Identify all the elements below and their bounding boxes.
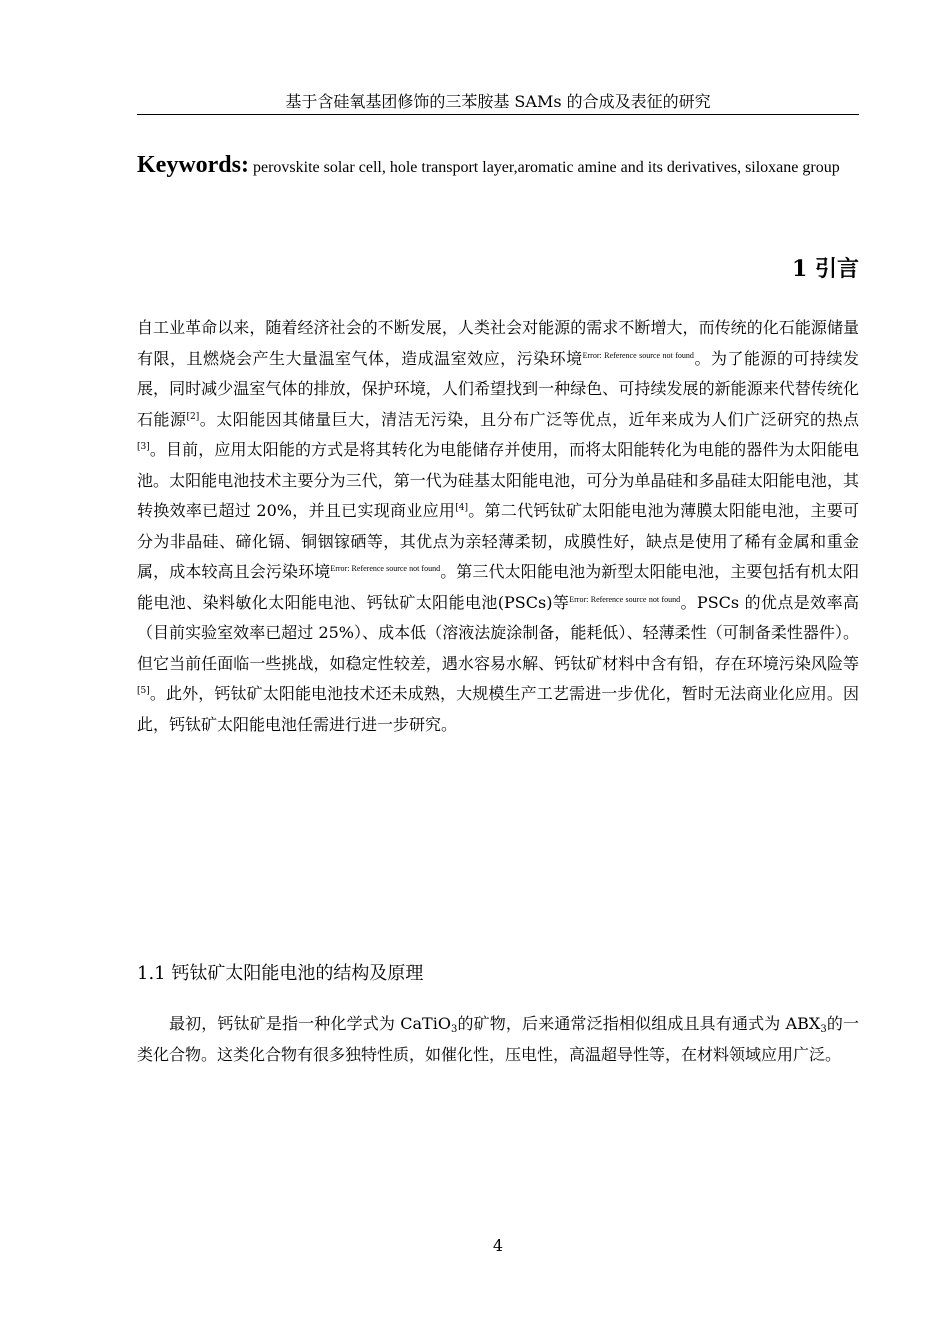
intro-sentence-8: 。此外，钙钛矿太阳能电池技术还未成熟，大规模生产工艺需进一步优化，暂时无法商业化应用。因此，钙钛矿太阳能电池任需进行进一步研究。 — [137, 684, 859, 734]
subscript-3-b: 3 — [820, 1024, 827, 1035]
keywords-text: perovskite solar cell, hole transport layer,aromatic amine and its derivatives, siloxane group — [252, 159, 840, 176]
keywords-label: Keywords: — [137, 152, 249, 178]
section-title: 1 引言 — [792, 256, 859, 282]
reference-error-2: Error: Reference source not found — [330, 564, 441, 573]
intro-sentence-2: 。为了能源的可持续发展，同时减少温室气体的排放，保护环境，人们希望找到一种绿色、可持续发展的新能源来代替传统化石能源 — [137, 348, 859, 429]
reference-error-1: Error: Reference source not found — [582, 350, 694, 360]
page-number: 4 — [492, 1236, 504, 1255]
citation-4: [4] — [455, 503, 468, 513]
citation-2: [2] — [186, 411, 200, 422]
citation-3: [3] — [137, 442, 150, 452]
running-header: 基于含硅氧基团修饰的三苯胺基 SAMs 的合成及表征的研究 — [285, 92, 711, 111]
intro-sentence-4: 。目前，应用太阳能的方式是将其转化为电能储存并使用，而将太阳能转化为电能的器件为太阳能电池。太阳能电池技术主要分为三代，第一代为硅基太阳能电池，可分为单晶硅和多晶硅太阳能电池，其转换效率已超过 20%，并且已实现商业应用 — [137, 440, 859, 520]
reference-error-3: Error: Reference source not found — [569, 594, 681, 604]
subsection-title: 1.1 钙钛矿太阳能电池的结构及原理 — [137, 963, 424, 984]
intro-sentence-5: 。第二代钙钛矿太阳能电池为薄膜太阳能电池，主要可分为非晶硅、碲化镉、铜铟镓硒等，其优点为亲轻薄柔韧，成膜性好，缺点是使用了稀有金属和重金属，成本较高且会污染环境 — [137, 501, 859, 581]
intro-paragraph — [137, 313, 859, 740]
intro-sentence-1: 自工业革命以来，随着经济社会的不断发展，人类社会对能源的需求不断增大，而传统的化石能源储量有限，且燃烧会产生大量温室气体，造成温室效应，污染环境 — [137, 318, 859, 368]
subsection-paragraph — [137, 1009, 859, 1070]
citation-5: [5] — [137, 686, 150, 696]
intro-sentence-6: 。第三代太阳能电池为新型太阳能电池，主要包括有机太阳能电池、染料敏化太阳能电池、钙钛矿太阳能电池(PSCs)等 — [137, 562, 859, 612]
keywords-block — [137, 146, 859, 187]
intro-sentence-3: 。太阳能因其储量巨大，清洁无污染，且分布广泛等优点，近年来成为人们广泛研究的热点 — [199, 409, 859, 429]
sub-sentence-1: 最初，钙钛矿是指一种化学式为 CaTiO — [169, 1014, 451, 1033]
sub-sentence-3: 的一类化合物。这类化合物有很多独特性质，如催化性，压电性，高温超导性等，在材料领域应用广泛。 — [137, 1014, 859, 1064]
sub-sentence-2: 的矿物，后来通常泛指相似组成且具有通式为 ABX — [457, 1014, 821, 1033]
intro-sentence-7: 。PSCs 的优点是效率高（目前实验室效率已超过 25%）、成本低（溶液法旋涂制备，能耗低）、轻薄柔性（可制备柔性器件）。但它当前任面临一些挑战，如稳定性较差，遇水容易水解、钙钛矿材料中含有铅，存在环境污染风险等 — [137, 592, 859, 673]
subscript-3-a: 3 — [450, 1024, 458, 1035]
header-rule — [137, 114, 859, 115]
